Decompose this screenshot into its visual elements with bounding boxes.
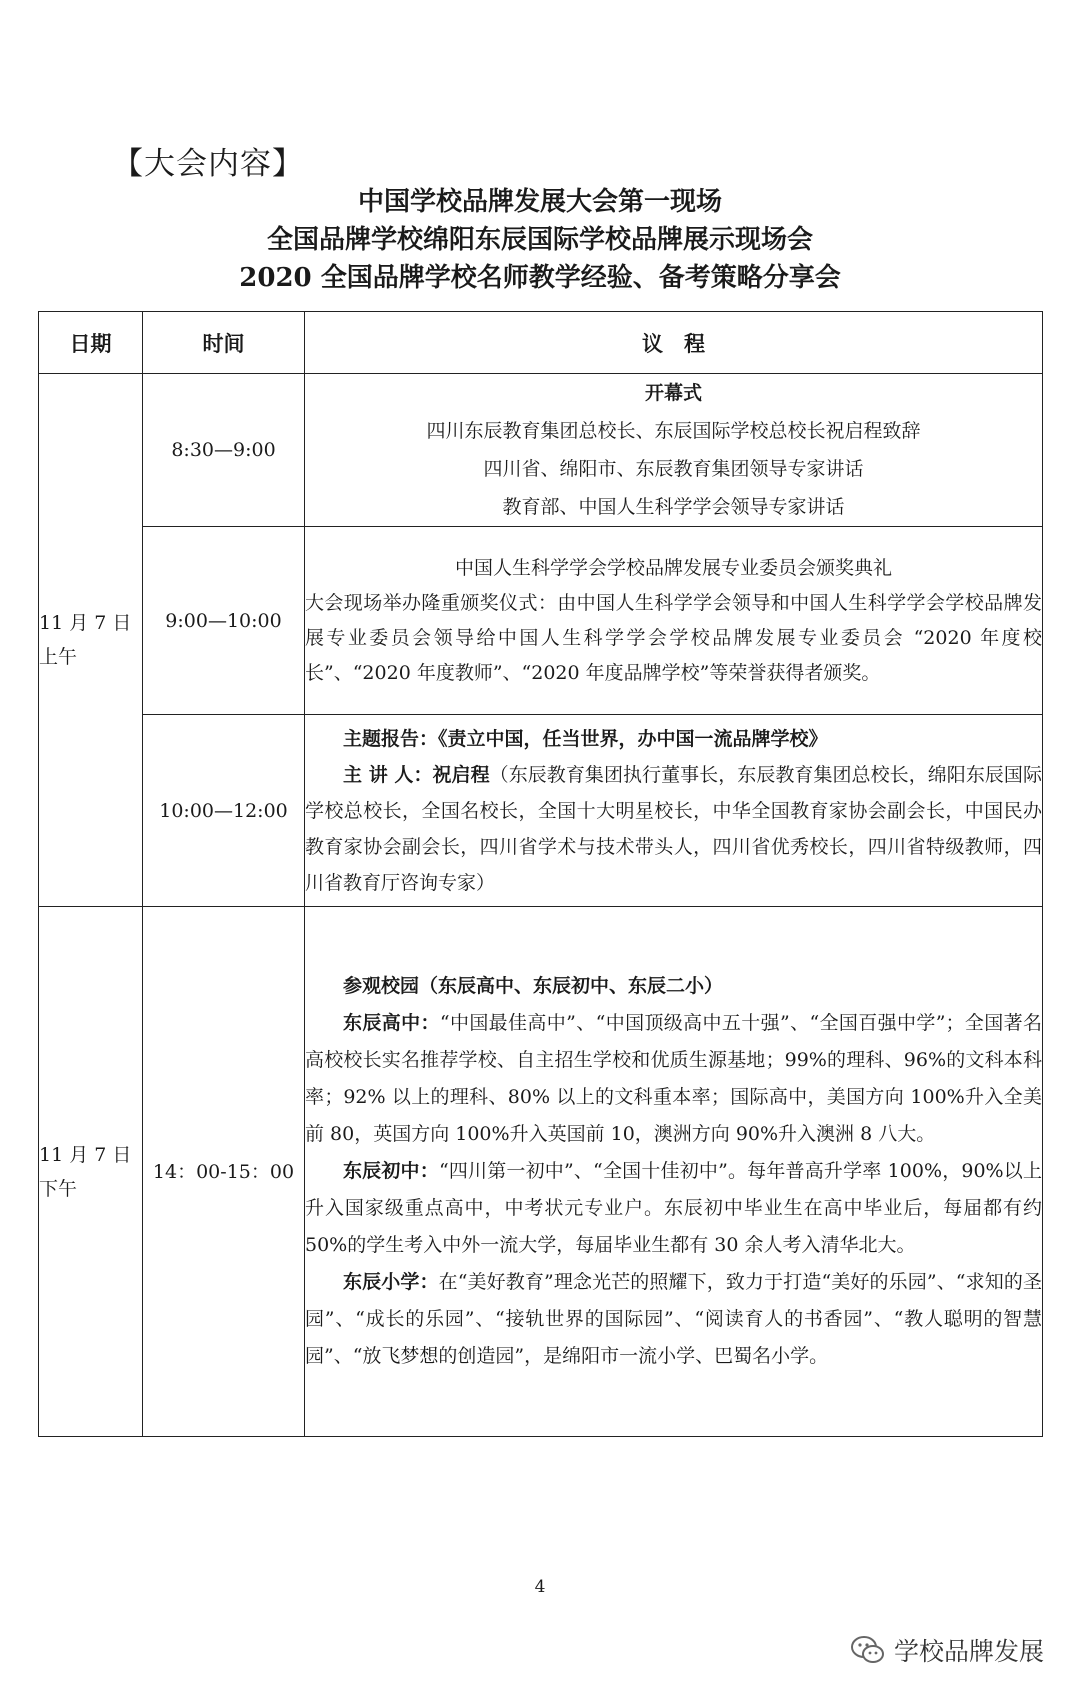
primary-school-text: 在“美好教育”理念光芒的照耀下，致力于打造“美好的乐园”、“求知的圣园”、“成长的乐园”、“接轨世界的国际园”、“阅读育人的书香园”、“教人聪明的智慧园”、“放飞梦想的创造园”，是绵阳市一流小学、巴蜀名小学。 — [305, 1271, 1042, 1367]
agenda-line: 四川东辰教育集团总校长、东辰国际学校总校长祝启程致辞 — [426, 420, 921, 442]
report-title: 主题报告：《责立中国，任当世界，办中国一流品牌学校》 — [343, 727, 828, 750]
header-date: 日期 — [39, 312, 143, 374]
header-agenda: 议 程 — [305, 312, 1043, 374]
middle-school-text: “四川第一初中”、“全国十佳初中”。每年普高升学率 100%，90%以上升入国家级重点高中，中考状元专业户。东辰初中毕业生在高中毕业后，每届都有约 50%的学生考入中外一流大学，每届毕业生都有 30 余人考入清华北大。 — [305, 1160, 1042, 1256]
table-row — [39, 374, 1043, 527]
period-line: 下午 — [39, 1177, 78, 1200]
header-time: 时间 — [143, 312, 305, 374]
agenda-cell — [305, 715, 1043, 907]
high-school-label: 东辰高中： — [343, 1012, 440, 1034]
time-cell: 10:00—12:00 — [143, 715, 305, 907]
table-row — [39, 715, 1043, 907]
period-line: 上午 — [39, 646, 78, 668]
table-row — [39, 907, 1043, 1437]
agenda-cell — [305, 907, 1043, 1437]
agenda-cell — [305, 527, 1043, 715]
time-cell: 14：00-15：00 — [143, 907, 305, 1437]
high-school-text: “中国最佳高中”、“中国顶级高中五十强”、“全国百强中学”；全国著名高校校长实名推荐学校、自主招生学校和优质生源基地；99%的理科、96%的文科本科率；92% 以上的理科、80% 以上的文科重本率；国际高中，美国方向 100%升入全美前 80，英国方向 100%升入英国前 10，澳洲方向 90%升入澳洲 8 八大。 — [305, 1012, 1042, 1145]
agenda-table — [38, 311, 1043, 1437]
watermark-text: 学校品牌发展 — [893, 1637, 1044, 1666]
wechat-icon — [850, 1635, 886, 1665]
speaker-description: （东辰教育集团执行董事长，东辰教育集团总校长，绵阳东辰国际学校总校长，全国名校长，全国十大明星校长，中华全国教育家协会副会长，中国民办教育家协会副会长，四川省学术与技术带头人，四川省优秀校长，四川省特级教师，四川省教育厅咨询专家） — [305, 763, 1042, 894]
table-header-row — [39, 312, 1043, 374]
title-block — [0, 183, 1080, 297]
campus-visit-title: 参观校园（东辰高中、东辰初中、东辰二小） — [343, 975, 724, 997]
time-cell: 8:30—9:00 — [143, 374, 305, 527]
table-row — [39, 527, 1043, 715]
primary-school-label: 东辰小学： — [343, 1271, 439, 1293]
middle-school-label: 东辰初中： — [343, 1160, 439, 1182]
watermark — [850, 1632, 1044, 1668]
speaker-label: 主 讲 人：祝启程 — [343, 763, 490, 786]
date-line: 11 月 7 日 — [39, 612, 132, 634]
agenda-line: 教育部、中国人生科学学会领导专家讲话 — [502, 496, 845, 518]
agenda-cell — [305, 374, 1043, 527]
agenda-line: 四川省、绵阳市、东辰教育集团领导专家讲话 — [483, 458, 864, 480]
ceremony-text: 大会现场举办隆重颁奖仪式：由中国人生科学学会领导和中国人生科学学会学校品牌发展专业委员会领导给中国人生科学学会学校品牌发展专业委员会 “2020 年度校长”、“2020 年度教师”、“2020 年度品牌学校”等荣誉获得者颁奖。 — [305, 591, 1042, 684]
section-heading: 【大会内容】 — [112, 146, 304, 182]
date-cell-morning — [39, 374, 143, 907]
time-cell: 9:00—10:00 — [143, 527, 305, 715]
opening-title: 开幕式 — [644, 382, 702, 404]
date-line: 11 月 7 日 — [39, 1143, 132, 1166]
page-number: 4 — [534, 1577, 546, 1597]
date-cell-afternoon — [39, 907, 143, 1437]
title-line-3: 2020 全国品牌学校名师教学经验、备考策略分享会 — [239, 263, 841, 293]
title-line-1: 中国学校品牌发展大会第一现场 — [357, 187, 722, 217]
ceremony-title: 中国人生科学学会学校品牌发展专业委员会颁奖典礼 — [454, 556, 892, 579]
title-line-2: 全国品牌学校绵阳东辰国际学校品牌展示现场会 — [266, 225, 813, 255]
